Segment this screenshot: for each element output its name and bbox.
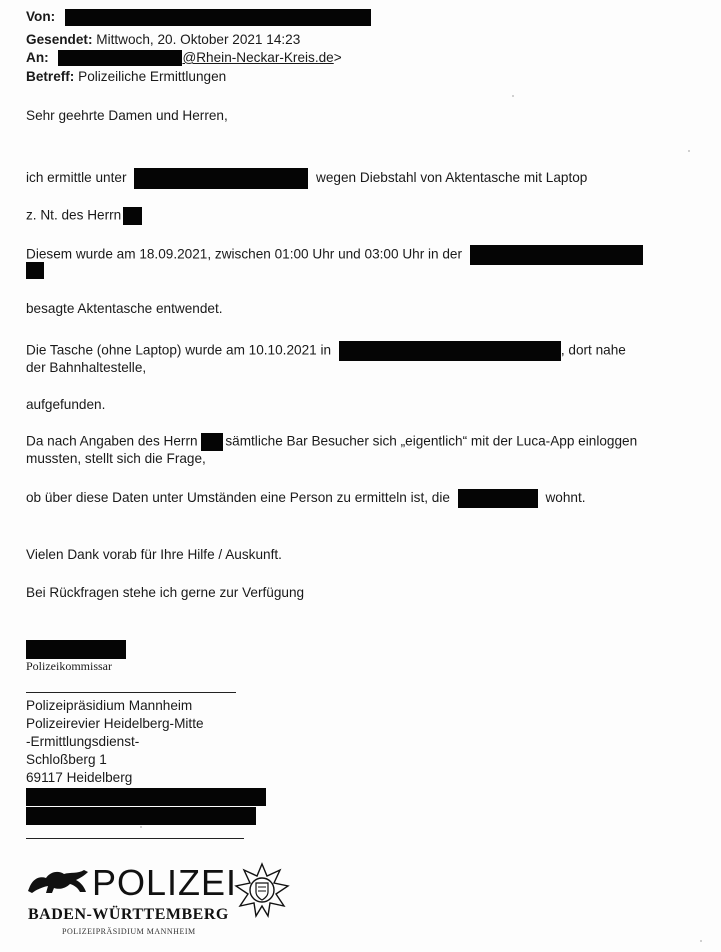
paragraph-5-line-2: der Bahnhaltestelle,	[26, 360, 147, 375]
redacted-block	[339, 341, 561, 361]
subject-row	[26, 69, 226, 84]
to-suffix: >	[333, 50, 342, 65]
to-email-link[interactable]: @Rhein-Neckar-Kreis.de	[182, 50, 334, 65]
from-label: Von:	[26, 9, 56, 25]
paragraph-9: Vielen Dank vorab für Ihre Hilfe / Auskunft.	[26, 547, 282, 562]
paragraph-1-end: wegen Diebstahl von Aktentasche mit Laptop	[316, 170, 588, 186]
redacted-block	[26, 788, 266, 806]
scan-speck	[688, 150, 690, 152]
scan-speck	[140, 826, 142, 828]
divider	[26, 692, 236, 693]
paragraph-8	[26, 489, 586, 508]
paragraph-10: Bei Rückfragen stehe ich gerne zur Verfügung	[26, 585, 305, 600]
paragraph-6: aufgefunden.	[26, 397, 106, 412]
address-line: -Ermittlungsdienst-	[26, 734, 140, 749]
subject-label: Betreff:	[26, 69, 75, 84]
greeting: Sehr geehrte Damen und Herren,	[26, 108, 228, 123]
address-line: Polizeirevier Heidelberg-Mitte	[26, 716, 204, 731]
paragraph-3-text: Diesem wurde am 18.09.2021, zwischen 01:00 Uhr und 03:00 Uhr in der	[26, 246, 463, 262]
redacted-block	[26, 640, 126, 659]
address-line: Schloßberg 1	[26, 752, 107, 767]
scan-speck	[700, 940, 702, 942]
paragraph-5	[26, 341, 626, 361]
divider	[26, 838, 244, 839]
redacted-block	[26, 807, 256, 825]
logo-subtitle: POLIZEIPRÄSIDIUM MANNHEIM	[62, 927, 196, 936]
to-label: An:	[26, 50, 49, 65]
redacted-block	[201, 433, 223, 451]
redacted-block-small	[26, 262, 44, 279]
paragraph-4: besagte Aktentasche entwendet.	[26, 301, 223, 316]
paragraph-7-start: Da nach Angaben des Herrn	[26, 433, 198, 449]
paragraph-5-start: Die Tasche (ohne Laptop) wurde am 10.10.2021 in	[26, 342, 332, 358]
redacted-block	[123, 207, 142, 225]
paragraph-8-end: wohnt.	[545, 490, 586, 506]
logo-region: BADEN-WÜRTTEMBERG	[28, 906, 229, 923]
paragraph-5-end: , dort nahe	[560, 342, 626, 358]
scan-speck	[512, 95, 514, 97]
paragraph-7-line-2: mussten, stellt sich die Frage,	[26, 451, 206, 466]
address-block	[26, 697, 204, 787]
signature-name-redacted	[26, 640, 126, 659]
redacted-block	[58, 50, 182, 66]
redacted-block	[65, 9, 371, 26]
address-line: 69117 Heidelberg	[26, 770, 133, 785]
subject-value: Polizeiliche Ermittlungen	[78, 69, 227, 84]
redacted-block	[26, 262, 44, 279]
paragraph-7-end: sämtliche Bar Besucher sich „eigentlich“ mit der Luca-App einloggen	[225, 433, 638, 449]
to-row	[26, 50, 342, 66]
logo-word: POLIZEI	[92, 862, 238, 903]
sent-row	[26, 32, 300, 47]
paragraph-8-start: ob über diese Daten unter Umständen eine Person zu ermitteln ist, die	[26, 490, 450, 506]
signature-rank: Polizeikommissar	[26, 659, 112, 673]
paragraph-1-start: ich ermittle unter	[26, 170, 127, 186]
police-star-icon	[234, 862, 290, 918]
redacted-block	[470, 245, 643, 265]
paragraph-2	[26, 207, 142, 225]
paragraph-3	[26, 245, 643, 265]
paragraph-2-text: z. Nt. des Herrn	[26, 207, 122, 223]
redacted-block	[458, 489, 538, 508]
paragraph-1	[26, 168, 587, 189]
paragraph-7	[26, 433, 637, 451]
from-row	[26, 9, 371, 26]
redacted-block	[134, 168, 308, 189]
address-line: Polizeipräsidium Mannheim	[26, 698, 193, 713]
lion-icon	[28, 866, 90, 894]
sent-label: Gesendet:	[26, 32, 93, 47]
redacted-contact	[26, 788, 266, 825]
sent-value: Mittwoch, 20. Oktober 2021 14:23	[96, 32, 301, 47]
